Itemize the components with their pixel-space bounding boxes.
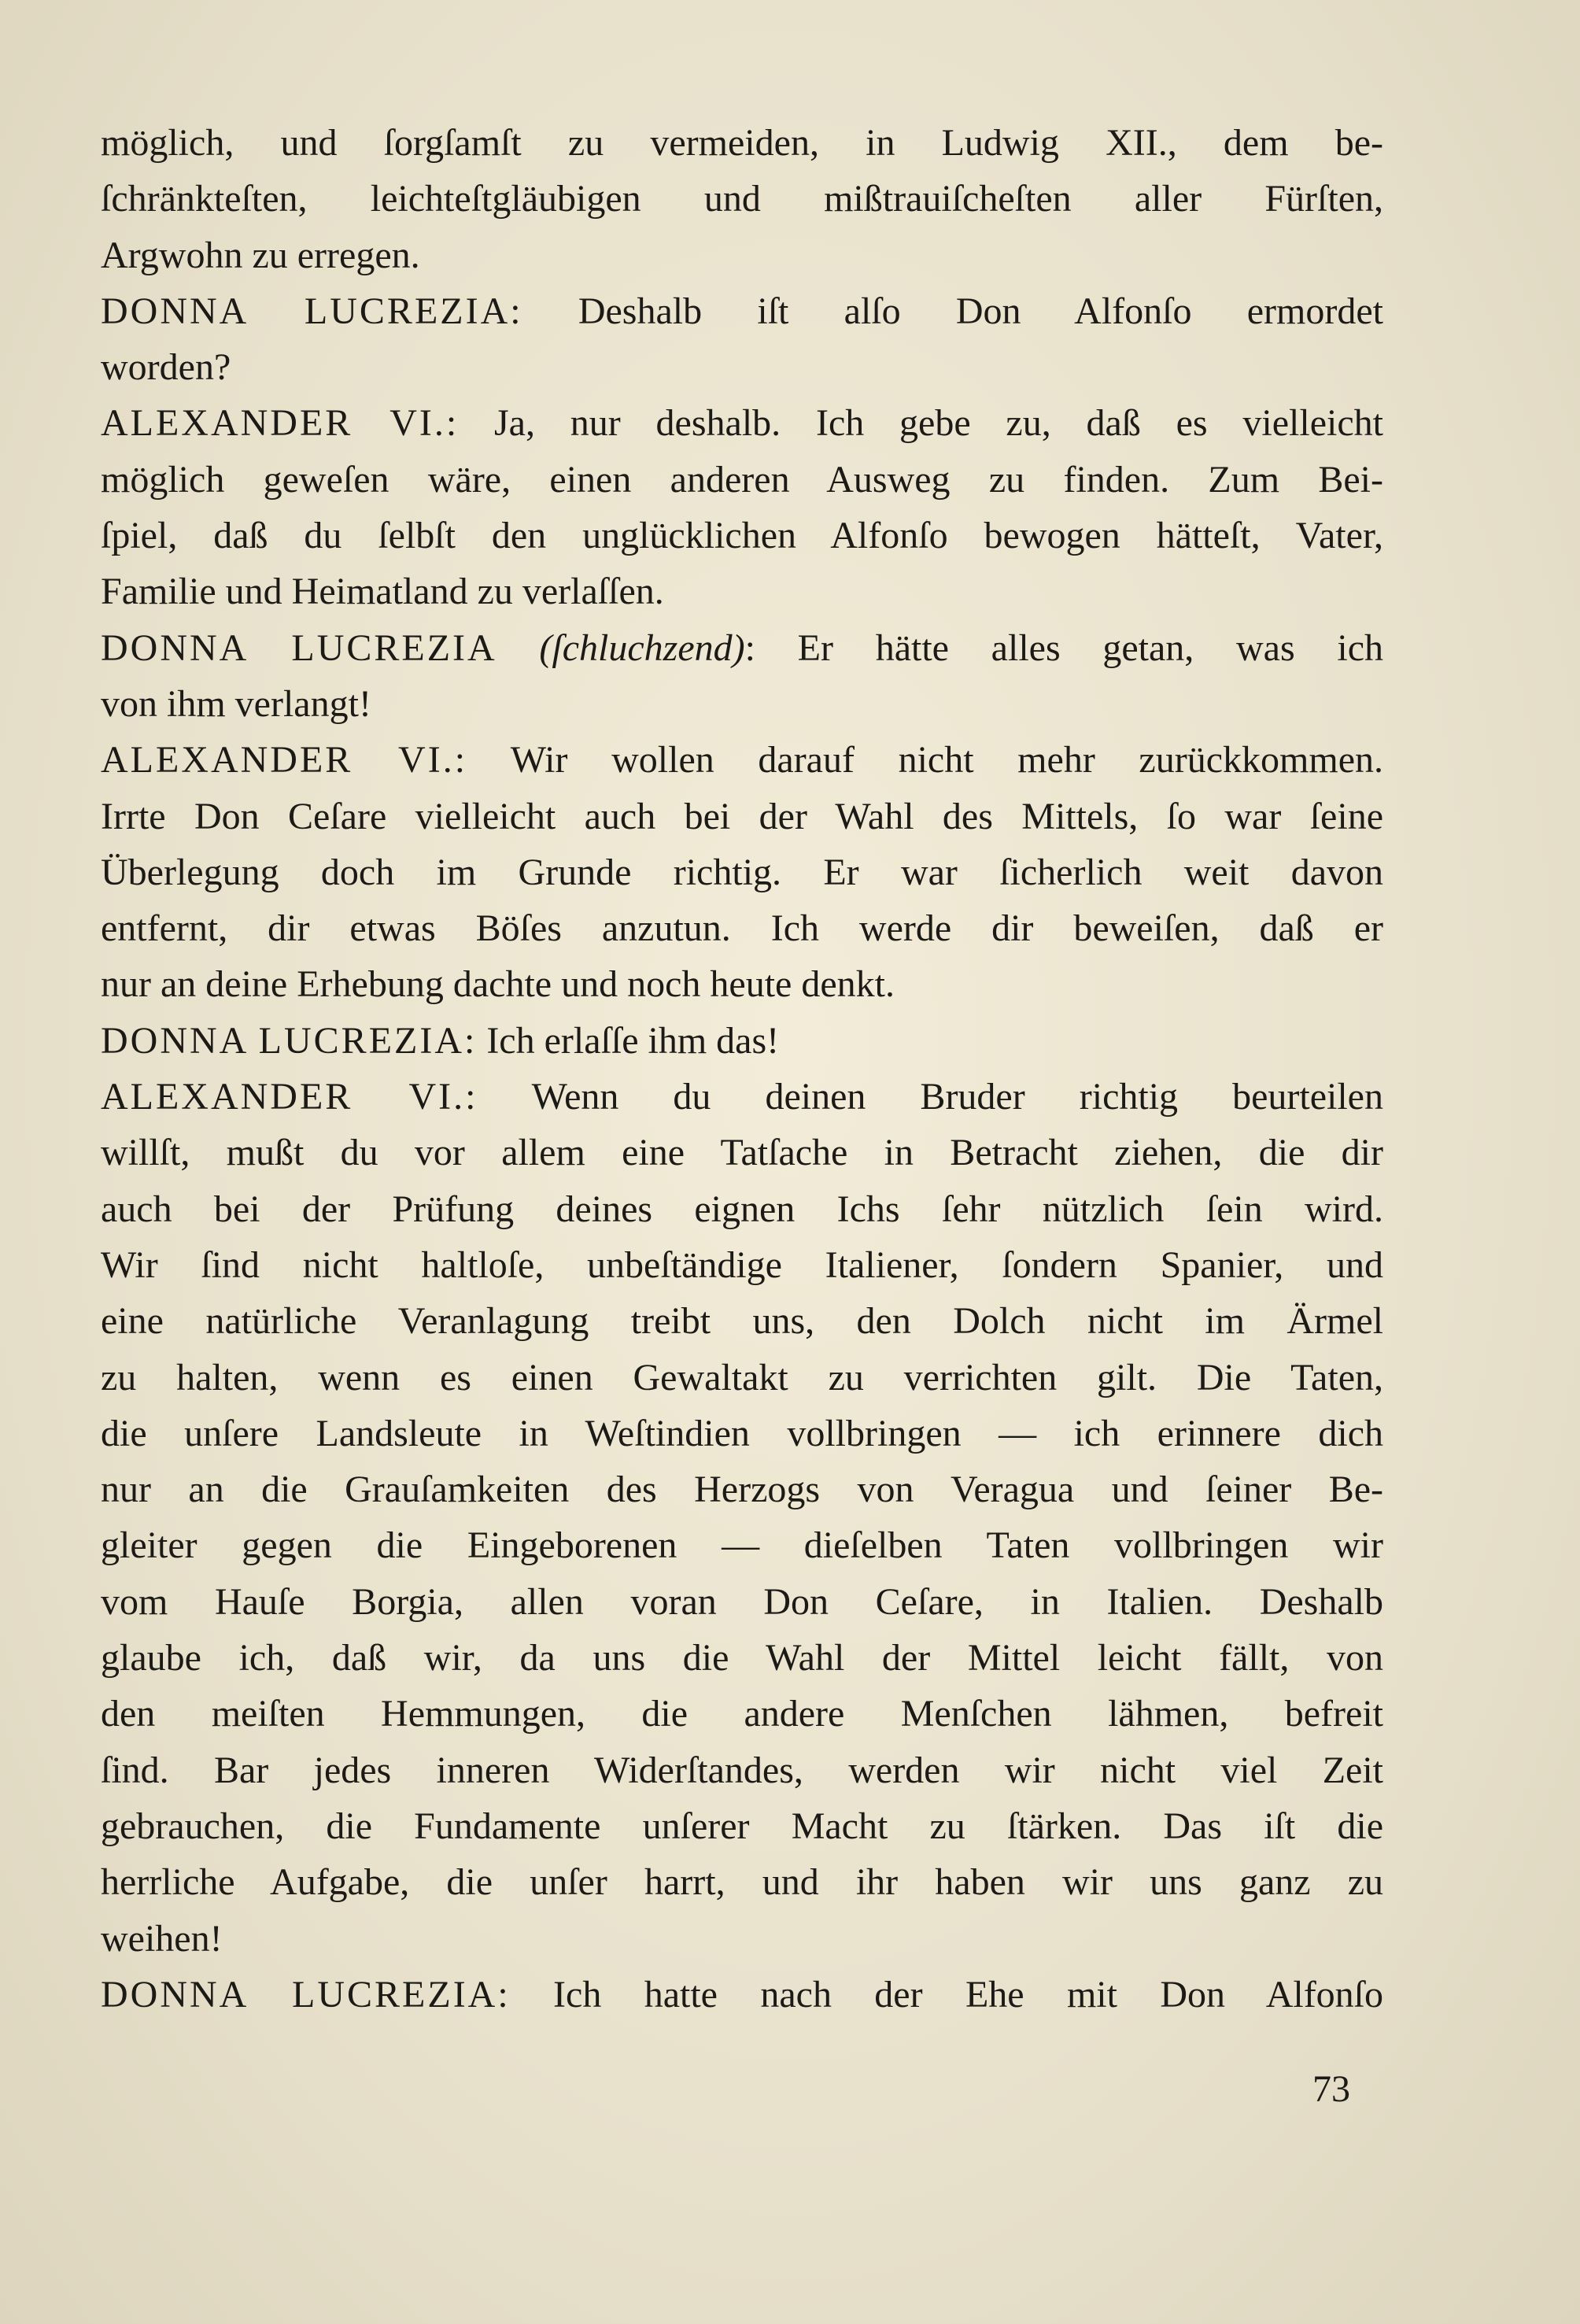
- text-line: [101, 1854, 1383, 1910]
- speaker-name: DONNA LUCREZIA:: [101, 1019, 478, 1062]
- text-line: [101, 395, 1383, 451]
- text-line: [101, 1013, 1383, 1069]
- text-line: [101, 115, 1383, 171]
- line-text: nur an die Grauſamkeiten des Herzogs von Veragua und ſeiner Be-: [101, 1469, 1383, 1511]
- text-line: [101, 1686, 1383, 1742]
- line-text: vom Hauſe Borgia, allen voran Don Ceſare, in Italien. Deshalb: [101, 1580, 1383, 1623]
- line-text: herrliche Aufgabe, die unſer harrt, und ihr haben wir uns ganz zu: [101, 1861, 1383, 1904]
- body-text: [101, 115, 1383, 2023]
- line-text: möglich, und ſorgſamſt zu vermeiden, in Ludwig XII., dem be-: [101, 122, 1383, 164]
- text-line: [101, 1293, 1383, 1349]
- text-line: [101, 1967, 1383, 2023]
- text-line: [101, 1461, 1383, 1517]
- text-line: [101, 1237, 1383, 1293]
- line-text: die unſere Landsleute in Weſtindien vollbringen — ich erinnere dich: [101, 1412, 1383, 1454]
- line-text: glaube ich, daß wir, da uns die Wahl der Mittel leicht fällt, von: [101, 1637, 1383, 1679]
- text-line: [101, 1350, 1383, 1406]
- line-text: Überlegung doch im Grunde richtig. Er war ſicherlich weit davon: [101, 851, 1383, 893]
- text-line: [101, 676, 1383, 732]
- text-line: [101, 1069, 1383, 1125]
- line-text: von ihm verlangt!: [101, 682, 371, 725]
- speaker-name: ALEXANDER VI.:: [101, 402, 460, 445]
- text-line: [101, 732, 1383, 788]
- speaker-name: ALEXANDER VI.:: [101, 1076, 478, 1118]
- line-text: Wir ſind nicht haltloſe, unbeſtändige Italiener, ſondern Spanier, und: [101, 1243, 1383, 1286]
- text-line: [101, 1742, 1383, 1798]
- text-line: [101, 283, 1383, 339]
- text-line: [101, 1406, 1383, 1461]
- speaker-name: ALEXANDER VI.:: [101, 739, 468, 781]
- line-text: ſpiel, daß du ſelbſt den unglücklichen Alfonſo bewogen hätteſt, Vater,: [101, 515, 1383, 557]
- line-text: entfernt, dir etwas Böſes anzutun. Ich werde dir beweiſen, daß er: [101, 907, 1383, 950]
- text-line: [101, 620, 1383, 676]
- stage-direction: (ſchluchzend): [497, 626, 745, 669]
- text-line: [101, 508, 1383, 563]
- text-line: [101, 452, 1383, 508]
- line-text: worden?: [101, 346, 231, 389]
- text-line: [101, 844, 1383, 900]
- text-line: [101, 339, 1383, 395]
- speaker-name: DONNA LUCREZIA: [101, 626, 497, 669]
- text-line: [101, 956, 1383, 1012]
- line-text: gebrauchen, die Fundamente unſerer Macht zu ſtärken. Das iſt die: [101, 1805, 1383, 1847]
- text-line: [101, 171, 1383, 227]
- text-line: [101, 1911, 1383, 1967]
- text-line: [101, 789, 1383, 844]
- line-text: weihen!: [101, 1917, 223, 1960]
- line-text: Wir wollen darauf nicht mehr zurückkommen.: [467, 739, 1383, 781]
- line-text: willſt, mußt du vor allem eine Tatſache in Betracht ziehen, die dir: [101, 1132, 1383, 1174]
- line-text: auch bei der Prüfung deines eignen Ichs ſehr nützlich ſein wird.: [101, 1188, 1383, 1230]
- speaker-name: DONNA LUCREZIA:: [101, 1973, 511, 2015]
- line-text: gleiter gegen die Eingeborenen — dieſelben Taten vollbringen wir: [101, 1524, 1383, 1567]
- line-text: Ich erlaſſe ihm das!: [477, 1019, 780, 1062]
- line-text: Wenn du deinen Bruder richtig beurteilen: [478, 1076, 1383, 1118]
- line-text: eine natürliche Veranlagung treibt uns, den Dolch nicht im Ärmel: [101, 1300, 1383, 1343]
- line-text: Ich hatte nach der Ehe mit Don Alfonſo: [510, 1973, 1384, 2015]
- text-line: [101, 1574, 1383, 1630]
- line-text: nur an deine Erhebung dachte und noch heute denkt.: [101, 963, 895, 1006]
- line-text: den meiſten Hemmungen, die andere Menſchen lähmen, befreit: [101, 1693, 1383, 1735]
- text-line: [101, 1181, 1383, 1237]
- line-text: zu halten, wenn es einen Gewaltakt zu verrichten gilt. Die Taten,: [101, 1356, 1383, 1398]
- line-text: Deshalb iſt alſo Don Alfonſo ermordet: [522, 290, 1384, 332]
- speaker-name: DONNA LUCREZIA:: [101, 290, 523, 332]
- line-text: möglich geweſen wäre, einen anderen Ausweg zu finden. Zum Bei-: [101, 458, 1383, 501]
- line-text: Ja, nur deshalb. Ich gebe zu, daß es vielleicht: [459, 402, 1383, 445]
- line-text: Irrte Don Ceſare vielleicht auch bei der Wahl des Mittels, ſo war ſeine: [101, 795, 1383, 837]
- text-line: [101, 1125, 1383, 1180]
- line-text: ſind. Bar jedes inneren Widerſtandes, werden wir nicht viel Zeit: [101, 1749, 1383, 1791]
- text-line: [101, 1798, 1383, 1854]
- text-line: [101, 227, 1383, 283]
- line-text: Argwohn zu erregen.: [101, 234, 420, 276]
- text-line: [101, 1630, 1383, 1686]
- line-text: : Er hätte alles getan, was ich: [744, 626, 1383, 669]
- line-text: ſchränkteſten, leichteſtgläubigen und mißtrauiſcheſten aller Fürſten,: [101, 178, 1383, 220]
- page-number: 73: [1312, 2068, 1350, 2110]
- text-line: [101, 563, 1383, 619]
- line-text: Familie und Heimatland zu verlaſſen.: [101, 571, 664, 613]
- text-line: [101, 1517, 1383, 1573]
- text-line: [101, 900, 1383, 956]
